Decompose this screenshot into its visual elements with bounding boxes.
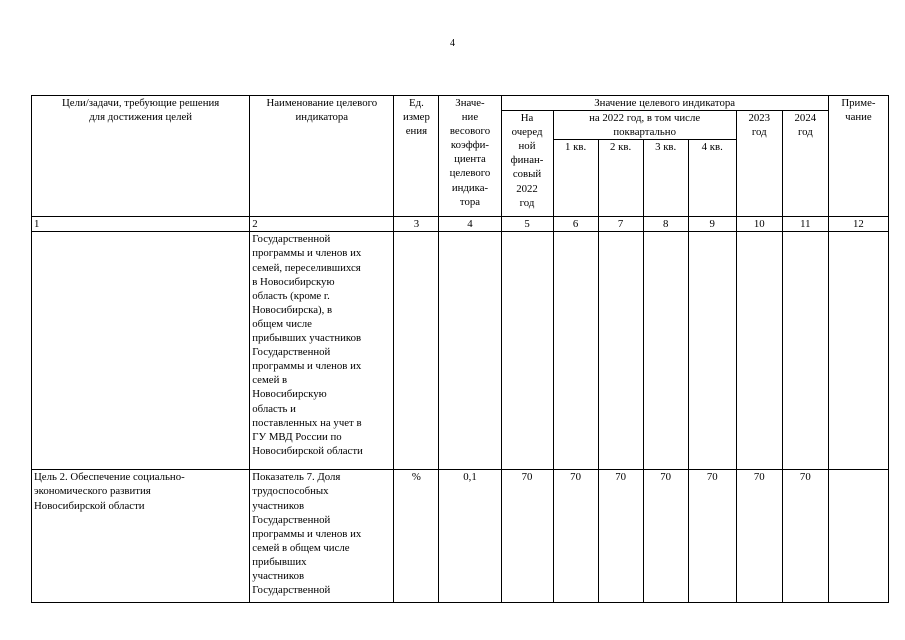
column-number: 6 [553,217,598,232]
header-next-year: На очеред ной финан- совый 2022 год [501,111,553,217]
header-goals: Цели/задачи, требующие решения для достижения целей [32,96,250,217]
column-number: 2 [250,217,394,232]
column-number: 8 [643,217,688,232]
header-indicator-name: Наименование целевого индикатора [250,96,394,217]
weight-cell [439,232,501,470]
unit-cell [394,232,439,470]
column-number: 12 [828,217,888,232]
next-year-cell: 70 [501,470,553,603]
column-number: 3 [394,217,439,232]
header-2024: 2024 год [782,111,828,217]
column-number: 9 [688,217,736,232]
column-number: 5 [501,217,553,232]
column-number: 7 [598,217,643,232]
q4-cell: 70 [688,470,736,603]
goal-cell: Цель 2. Обеспечение социально- экономического развития Новосибирской области [32,470,250,603]
note-cell [828,232,888,470]
unit-cell: % [394,470,439,603]
header-2023: 2023 год [736,111,782,217]
y2024-cell: 70 [782,470,828,603]
q2-cell: 70 [598,470,643,603]
header-q3: 3 кв. [643,140,688,217]
header-unit: Ед. измер ения [394,96,439,217]
column-number-row [32,217,889,232]
header-q4: 4 кв. [688,140,736,217]
header-q1: 1 кв. [553,140,598,217]
y2023-cell [736,232,782,470]
weight-cell: 0,1 [439,470,501,603]
header-2022-group: на 2022 год, в том числе поквартально [553,111,736,140]
header-weight: Значе- ние весового коэффи- циента целевого индика- тора [439,96,501,217]
header-q2: 2 кв. [598,140,643,217]
next-year-cell [501,232,553,470]
table-row [32,232,889,470]
y2023-cell: 70 [736,470,782,603]
column-number: 1 [32,217,250,232]
q2-cell [598,232,643,470]
indicator-cell: Государственной программы и членов их семей, переселившихся в Новосибирскую область (кроме г. Новосибирска), в общем числе прибывших участников Государственной программы и членов их семей в Новосибирскую область и поставленных на учет в ГУ МВД России по Новосибирской области [250,232,394,470]
table-row [32,470,889,603]
header-value-group: Значение целевого индикатора [501,96,828,111]
y2024-cell [782,232,828,470]
note-cell [828,470,888,603]
column-number: 10 [736,217,782,232]
q1-cell [553,232,598,470]
indicator-cell: Показатель 7. Доля трудоспособных участников Государственной программы и членов их семей в общем числе прибывших участников Государственной [250,470,394,603]
column-number: 4 [439,217,501,232]
q3-cell [643,232,688,470]
indicator-table [31,95,889,603]
page-number: 4 [450,38,455,49]
column-number: 11 [782,217,828,232]
goal-cell [32,232,250,470]
q3-cell: 70 [643,470,688,603]
q4-cell [688,232,736,470]
header-note: Приме- чание [828,96,888,217]
q1-cell: 70 [553,470,598,603]
